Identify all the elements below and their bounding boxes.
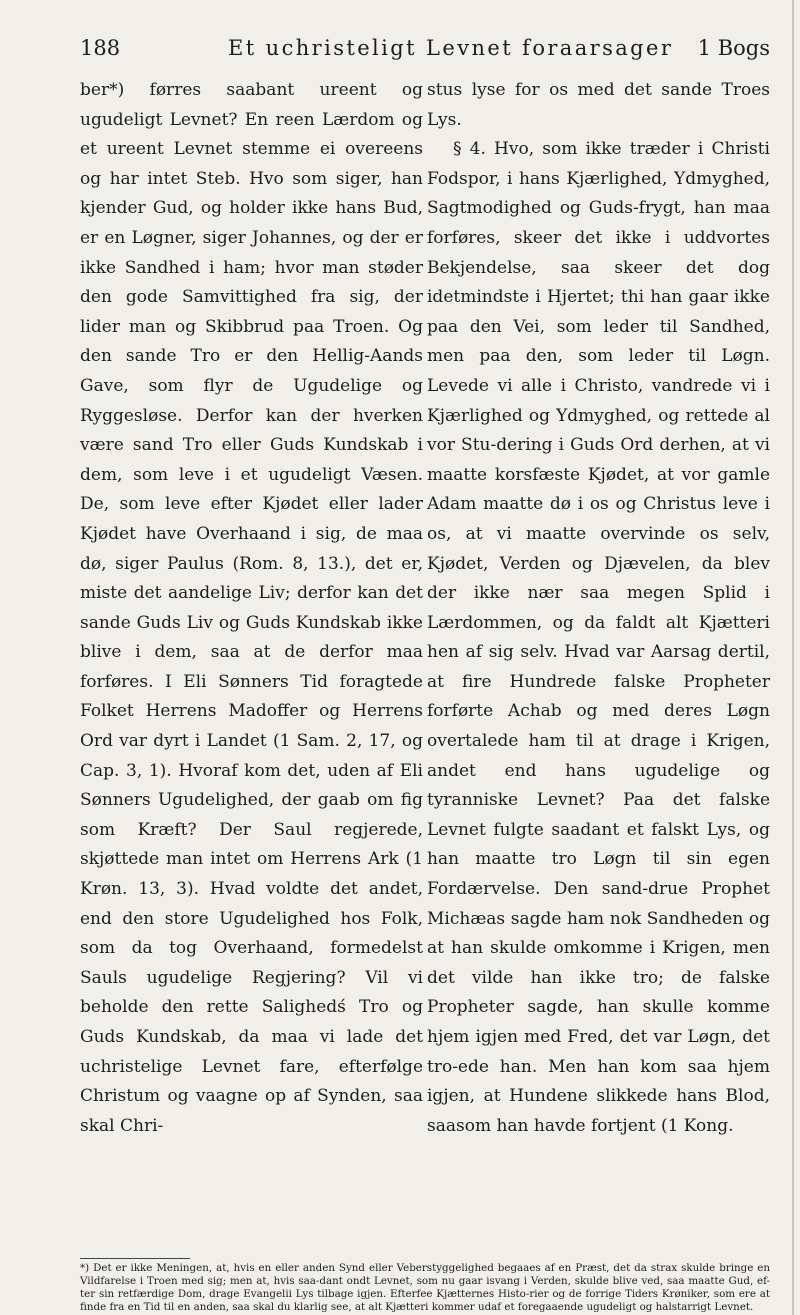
page-number: 188 (80, 36, 121, 60)
footnote-text: *) Det er ikke Meningen, at, hvis en eller anden Synd eller Veberstyggelighed begaaes af en Præst, det da strax skulde bringe en Vildfarelse i Troen med sig; men at, hvis saa-dant ondt Levnet, som nu gaar isvang i Verden, skulde blive ved, saa maatte Gud, ef-ter sin retfærdige Dom, drage Evangelii Lys tilbage igjen. Efterfee Kjætternes Histo-rier og de forrige Tiders Krøniker, som ere at finde fra en Tid til en anden, saa skal du klarlig see, at alt Kjætteri kommer udaf et foregaaende ugudeligt og halstarrigt Levnet. (80, 1262, 770, 1313)
running-header (80, 36, 770, 68)
body-paragraph: stus lyse for os med det sande Troes Lys. (427, 80, 770, 130)
left-column (80, 76, 423, 1141)
page-edge (792, 0, 794, 1315)
section-paragraph: § 4. Hvo, som ikke træder i Christi Fodspor, i hans Kjærlighed, Ydmyghed, Sagtmodighed og Guds-frygt, han maa forføres, skeer det ikke i uddvortes Bekjendelse, saa skeer det dog idetmindste i Hjertet; thi han gaar ikke paa den Vei, som leder til Sandhed, men paa den, som leder til Løgn. Levede vi alle i Christo, vandrede vi i Kjærlighed og Ydmyghed, og rettede al vor Stu-dering i Guds Ord derhen, at vi maatte korsfæste Kjødet, at vor gamle Adam maatte dø i os og Christus leve i os, at vi maatte overvinde os selv, Kjødet, Verden og Djævelen, da blev der ikke nær saa megen Splid i Lærdommen, og da faldt alt Kjætteri hen af sig selv. Hvad var Aarsag dertil, at fire Hundrede falske Propheter forførte Achab og med deres Løgn overtalede ham til at drage i Krigen, andet end hans ugudelige og tyranniske Levnet? Paa det falske Levnet fulgte saadant et falskt Lys, og han maatte tro Løgn til sin egen Fordærvelse. Den sand-drue Prophet Michæas sagde ham nok Sandheden og at han skulde omkomme i Krigen, men det vilde han ikke tro; de falske Propheter sagde, han skulle komme hjem igjen med Fred, det var Løgn, det tro-ede han. Men han kom saa hjem igjen, at Hundene slikkede hans Blod, saasom han havde fortjent (1 Kong. (427, 139, 770, 1136)
running-title: Et uchristeligt Levnet foraarsager (228, 36, 674, 60)
footnote (80, 1262, 770, 1314)
signature-mark: 1 Bogs (697, 36, 770, 60)
right-column (427, 76, 770, 1141)
footnote-divider (80, 1258, 190, 1259)
body-paragraph: ber*) førres saabant ureent og ugudeligt Levnet? En reen Lærdom og et ureent Levnet stemme ei overeens og har intet Steb. Hvo som siger, han kjender Gud, og holder ikke hans Bud, er en Løgner, siger Johannes, og der er ikke Sandhed i ham; hvor man støder den gode Samvittighed fra sig, der lider man og Skibbrud paa Troen. Og den sande Tro er den Hellig-Aands Gave, som flyr de Ugudelige og Ryggesløse. Derfor kan der hverken være sand Tro eller Guds Kundskab i dem, som leve i et ugudeligt Væsen. De, som leve efter Kjødet eller lader Kjødet have Overhaand i sig, de maa dø, siger Paulus (Rom. 8, 13.), det er, miste det aandelige Liv; derfor kan det sande Guds Liv og Guds Kundskab ikke blive i dem, saa at de derfor maa forføres. I Eli Sønners Tid foragtede Folket Herrens Madoffer og Herrens Ord var dyrt i Landet (1 Sam. 2, 17, og Cap. 3, 1). Hvoraf kom det, uden af Eli Sønners Ugudelighed, der gaab om fig som Kræft? Der Saul regjerede, skjøttede man intet om Herrens Ark (1 Krøn. 13, 3). Hvad voldte det andet, end den store Ugudelighed hos Folk, som da tog Overhaand, formedelst Sauls ugudelige Regjering? Vil vi beholde den rette Salighedś Tro og Guds Kundskab, da maa vi lade det uchristelige Levnet fare, efterfølge Christum og vaagne op af Synden, saa skal Chri- (80, 80, 423, 1136)
